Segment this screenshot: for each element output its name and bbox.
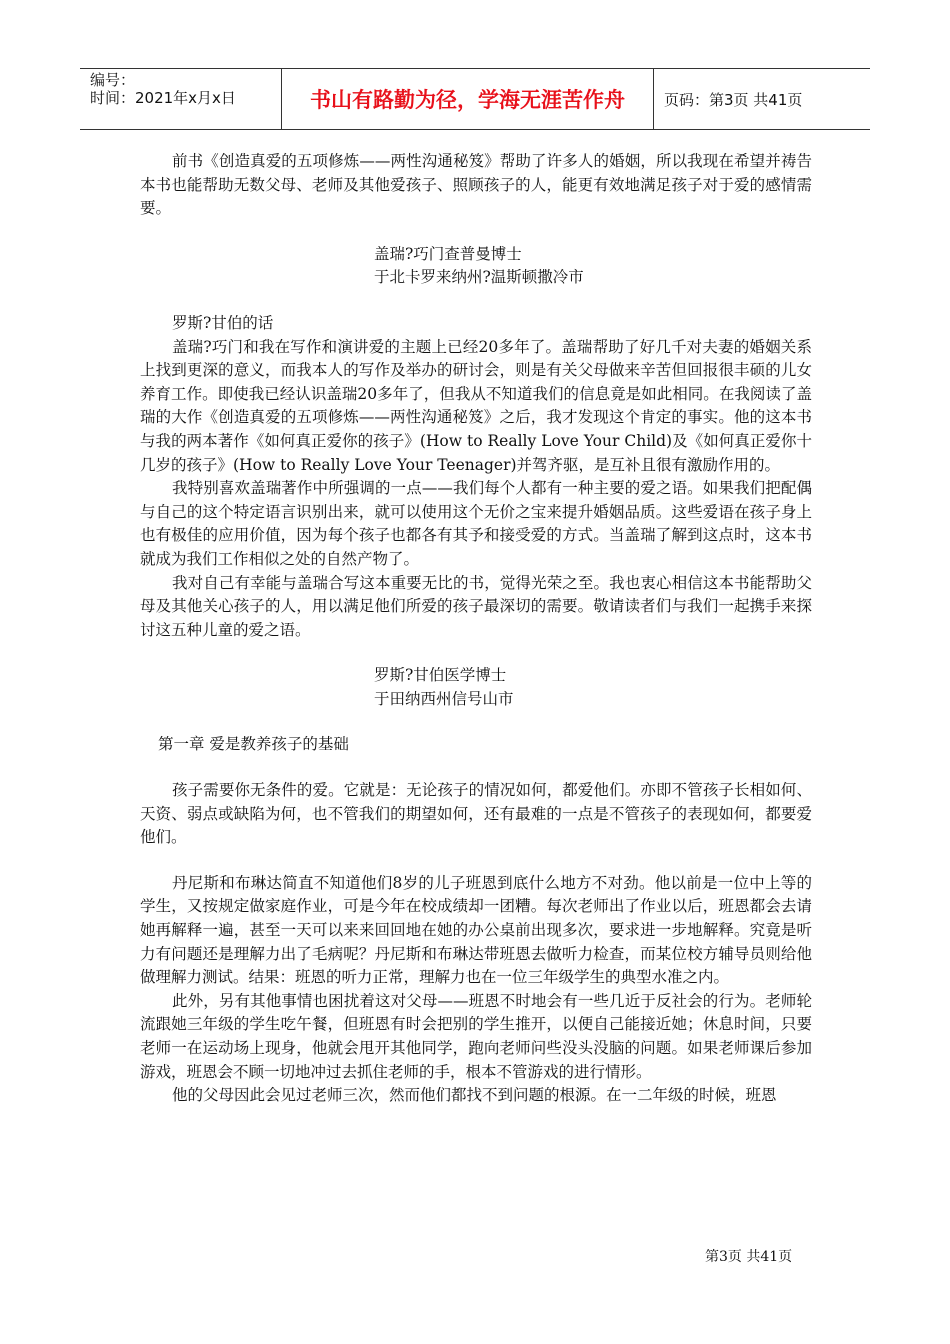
page-header [80,68,870,130]
signature-place: 于田纳西州信号山市 [374,689,514,708]
signature-name: 盖瑞?巧门查普曼博士 [374,244,522,263]
paragraph: 他的父母因此会见过老师三次，然而他们都找不到问题的根源。在一二年级的时候，班恩 [172,1086,777,1105]
document-date: 时间：2021年x月x日 [90,89,236,107]
paragraph: 盖瑞?巧门和我在写作和演讲爱的主题上已经20多年了。盖瑞帮助了好几千对夫妻的婚姻关系上找到更深的意义，而我本人的写作及举办的研讨会，则是有关父母做来辛苦但回报很丰硕的儿女养育工作。即使我已经认识盖瑞20多年了，但我从不知道我们的信息竟是如此相同。在我阅读了盖瑞的大作《创造真爱的五项修炼——两性沟通秘笈》之后，我才发现这个肯定的事实。他的这本书与我的两本著作《如何真正爱你的孩子》(How to Really Love Your Child)及《如何真正爱你十几岁的孩子》(How to Really Love Your Teenager)并驾齐驱，是互补且很有激励作用的。 [140,337,812,474]
document-body [140,150,812,1108]
signature-name: 罗斯?甘伯医学博士 [374,666,507,685]
signature-place: 于北卡罗来纳州?温斯顿撒冷市 [374,268,584,287]
page-footer: 第3页 共41页 [705,1249,793,1265]
section-title: 罗斯?甘伯的话 [172,313,274,332]
paragraph: 此外，另有其他事情也困扰着这对父母——班恩不时地会有一些几近于反社会的行为。老师轮流跟她三年级的学生吃午餐，但班恩有时会把别的学生推开，以便自己能接近她；休息时间，只要老师一在运动场上现身，他就会甩开其他同学，跑向老师问些没头没脑的问题。如果老师课后参加游戏，班恩会不顾一切地冲过去抓住老师的手，根本不管游戏的进行情形。 [140,991,812,1081]
paragraph: 丹尼斯和布琳达简直不知道他们8岁的儿子班恩到底什么地方不对劲。他以前是一位中上等的学生，又按规定做家庭作业，可是今年在校成绩却一团糟。每次老师出了作业以后，班恩都会去请她再解释一遍，甚至一天可以来来回回地在她的办公桌前出现多次，要求进一步地解释。究竟是听力有问题还是理解力出了毛病呢？丹尼斯和布琳达带班恩去做听力检查，而某位校方辅导员则给他做理解力测试。结果：班恩的听力正常，理解力也在一位三年级学生的典型水准之内。 [140,873,812,987]
paragraph: 我特别喜欢盖瑞著作中所强调的一点——我们每个人都有一种主要的爱之语。如果我们把配偶与自己的这个特定语言识别出来，就可以使用这个无价之宝来提升婚姻品质。这些爱语在孩子身上也有极佳的应用价值，因为每个孩子也都各有其予和接受爱的方式。当盖瑞了解到这点时，这本书就成为我们工作相似之处的自然产物了。 [140,479,812,568]
paragraph: 孩子需要你无条件的爱。它就是：无论孩子的情况如何，都爱他们。亦即不管孩子长相如何、天资、弱点或缺陷为何，也不管我们的期望如何，还有最难的一点是不管孩子的表现如何，都要爱他们。 [140,781,812,847]
chapter-title: 第一章 爱是教养孩子的基础 [158,735,349,754]
paragraph: 我对自己有幸能与盖瑞合写这本重要无比的书，觉得光荣之至。我也衷心相信这本书能帮助父母及其他关心孩子的人，用以满足他们所爱的孩子最深切的需要。敬请读者们与我们一起携手来探讨这五种儿童的爱之语。 [140,573,812,639]
header-meta [80,69,282,129]
paragraph-preface: 前书《创造真爱的五项修炼——两性沟通秘笈》帮助了许多人的婚姻，所以我现在希望并祷告本书也能帮助无数父母、老师及其他爱孩子、照顾孩子的人，能更有效地满足孩子对于爱的感情需要。 [140,152,812,218]
header-page-info: 页码：第3页 共41页 [664,90,803,109]
header-motto: 书山有路勤为径，学海无涯苦作舟 [282,69,654,129]
document-number-label: 编号： [90,71,136,89]
